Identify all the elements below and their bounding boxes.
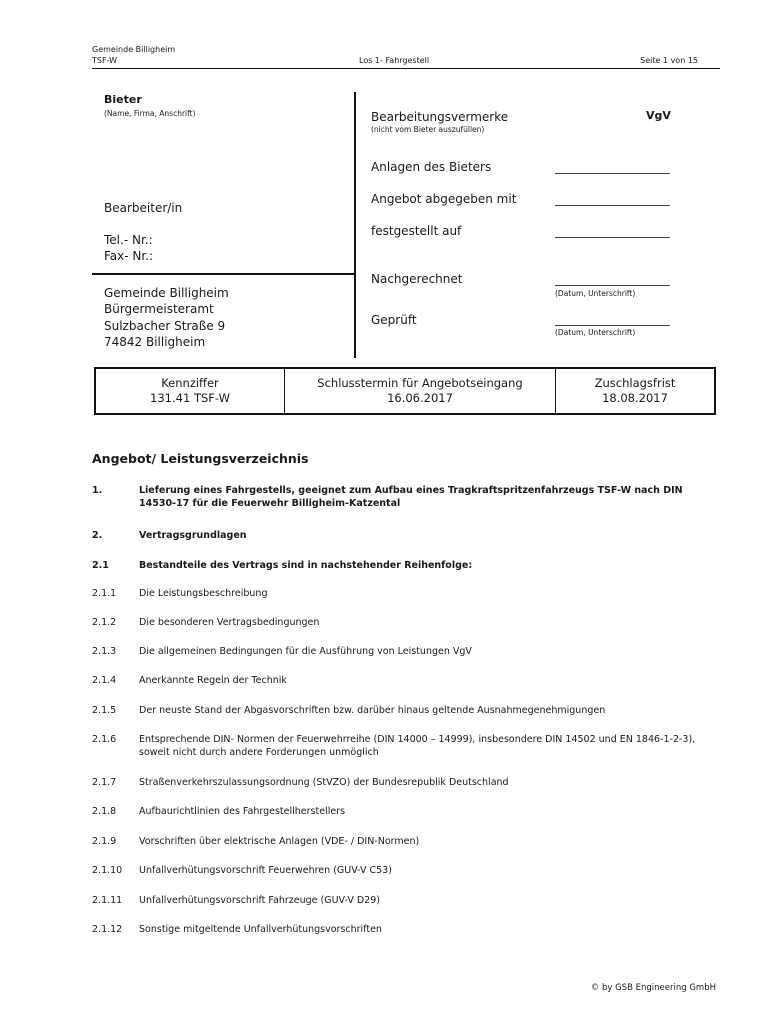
item-number: 2.1.3 [92, 646, 117, 657]
field-blank-line[interactable] [555, 325, 670, 326]
item-number: 2.1.1 [92, 588, 117, 599]
bidder-title: Bieter [104, 93, 142, 106]
panel-vertical-divider [354, 92, 356, 358]
field-label: Angebot abgegeben mit [371, 192, 517, 206]
item-text: Der neuste Stand der Abgasvorschriften bzw. darüber hinaus geltende Ausnahmegenehmigungen [139, 705, 606, 716]
field-blank-line[interactable] [555, 285, 670, 286]
header-rule [92, 68, 720, 69]
item-text: Die besonderen Vertragsbedingungen [139, 617, 320, 628]
item-text: Entsprechende DIN- Normen der Feuerwehrreihe (DIN 14000 – 14999), insbesondere DIN 14502 und EN 1846-1-2-3), soweit nicht durch andere Forderungen unmöglich [139, 734, 696, 758]
bidder-subtitle: (Name, Firma, Anschrift) [104, 109, 196, 118]
field-caption: (Datum, Unterschrift) [555, 328, 636, 337]
notes-subtitle: (nicht vom Bieter auszufüllen) [371, 125, 485, 134]
footer-copyright: © by GSB Engineering GmbH [590, 983, 716, 993]
field-caption: (Datum, Unterschrift) [555, 289, 636, 298]
field-label: Geprüft [371, 313, 417, 327]
item-text: Unfallverhütungsvorschrift Fahrzeuge (GUV-V D29) [139, 895, 380, 906]
item-number: 2.1.11 [92, 895, 123, 906]
item-text: Bestandteile des Vertrags sind in nachstehender Reihenfolge: [139, 560, 473, 571]
address-line: 74842 Billigheim [104, 335, 206, 349]
item-text: Die allgemeinen Bedingungen für die Ausführung von Leistungen VgV [139, 646, 472, 657]
info-cell-value: 16.06.2017 [387, 391, 453, 405]
item-number: 2.1.6 [92, 734, 117, 745]
info-cell-deadline [285, 368, 556, 414]
item-text: Anerkannte Regeln der Technik [139, 675, 287, 686]
address-line: Bürgermeisteramt [104, 302, 214, 316]
tel-label: Tel.- Nr.: [104, 233, 153, 247]
item-number: 2.1.4 [92, 675, 117, 686]
info-cell-value: 131.41 TSF-W [150, 391, 230, 405]
vgv-label: VgV [646, 109, 671, 122]
item-text: Sonstige mitgeltende Unfallverhütungsvorschriften [139, 924, 382, 935]
info-cell-label: Schlusstermin für Angebotseingang [317, 376, 523, 390]
section-title: Angebot/ Leistungsverzeichnis [92, 451, 309, 466]
header-doc-code: TSF-W [92, 56, 118, 65]
item-text: Unfallverhütungsvorschrift Feuerwehren (GUV-V C53) [139, 865, 392, 876]
info-cell-label: Zuschlagsfrist [594, 376, 676, 390]
item-text: Vertragsgrundlagen [139, 530, 247, 541]
address-line: Gemeinde Billigheim [104, 286, 229, 300]
fax-label: Fax- Nr.: [104, 249, 154, 263]
address-line: Sulzbacher Straße 9 [104, 319, 226, 333]
field-label: festgestellt auf [371, 224, 462, 238]
field-label: Nachgerechnet [371, 272, 463, 286]
processor-label: Bearbeiter/in [104, 201, 183, 215]
info-cell-label: Kennziffer [161, 376, 219, 390]
item-number: 2. [92, 530, 103, 541]
field-label: Anlagen des Bieters [371, 160, 492, 174]
header-page-number: Seite 1 von 15 [640, 56, 698, 65]
info-table [94, 367, 716, 415]
item-text: Vorschriften über elektrische Anlagen (VDE- / DIN-Normen) [139, 836, 420, 847]
item-text: Aufbaurichtlinien des Fahrgestellherstellers [139, 806, 346, 817]
header-municipality: Gemeinde Billigheim [92, 45, 176, 54]
field-blank-line[interactable] [555, 173, 670, 174]
item-number: 2.1.12 [92, 924, 123, 935]
item-text: Straßenverkehrszulassungsordnung (StVZO) der Bundesrepublik Deutschland [139, 777, 509, 788]
item-text: Die Leistungsbeschreibung [139, 588, 268, 599]
notes-title: Bearbeitungsvermerke [371, 110, 509, 124]
info-cell-award-period [556, 368, 716, 414]
info-cell-reference [95, 368, 285, 414]
item-number: 1. [92, 485, 103, 496]
item-number: 2.1.5 [92, 705, 117, 716]
info-cell-value: 18.08.2017 [602, 391, 668, 405]
item-number: 2.1.7 [92, 777, 117, 788]
field-blank-line[interactable] [555, 237, 670, 238]
item-number: 2.1.9 [92, 836, 117, 847]
item-number: 2.1.10 [92, 865, 123, 876]
item-number: 2.1.2 [92, 617, 117, 628]
bidder-divider [92, 273, 356, 275]
header-lot: Los 1- Fahrgestell [359, 56, 430, 65]
item-number: 2.1.8 [92, 806, 117, 817]
field-blank-line[interactable] [555, 205, 670, 206]
item-text: Lieferung eines Fahrgestells, geeignet zum Aufbau eines Tragkraftspritzenfahrzeugs TSF-W nach DIN 14530-17 für die Feuerwehr Billigheim-Katzental [139, 485, 683, 509]
item-number: 2.1 [92, 560, 109, 571]
